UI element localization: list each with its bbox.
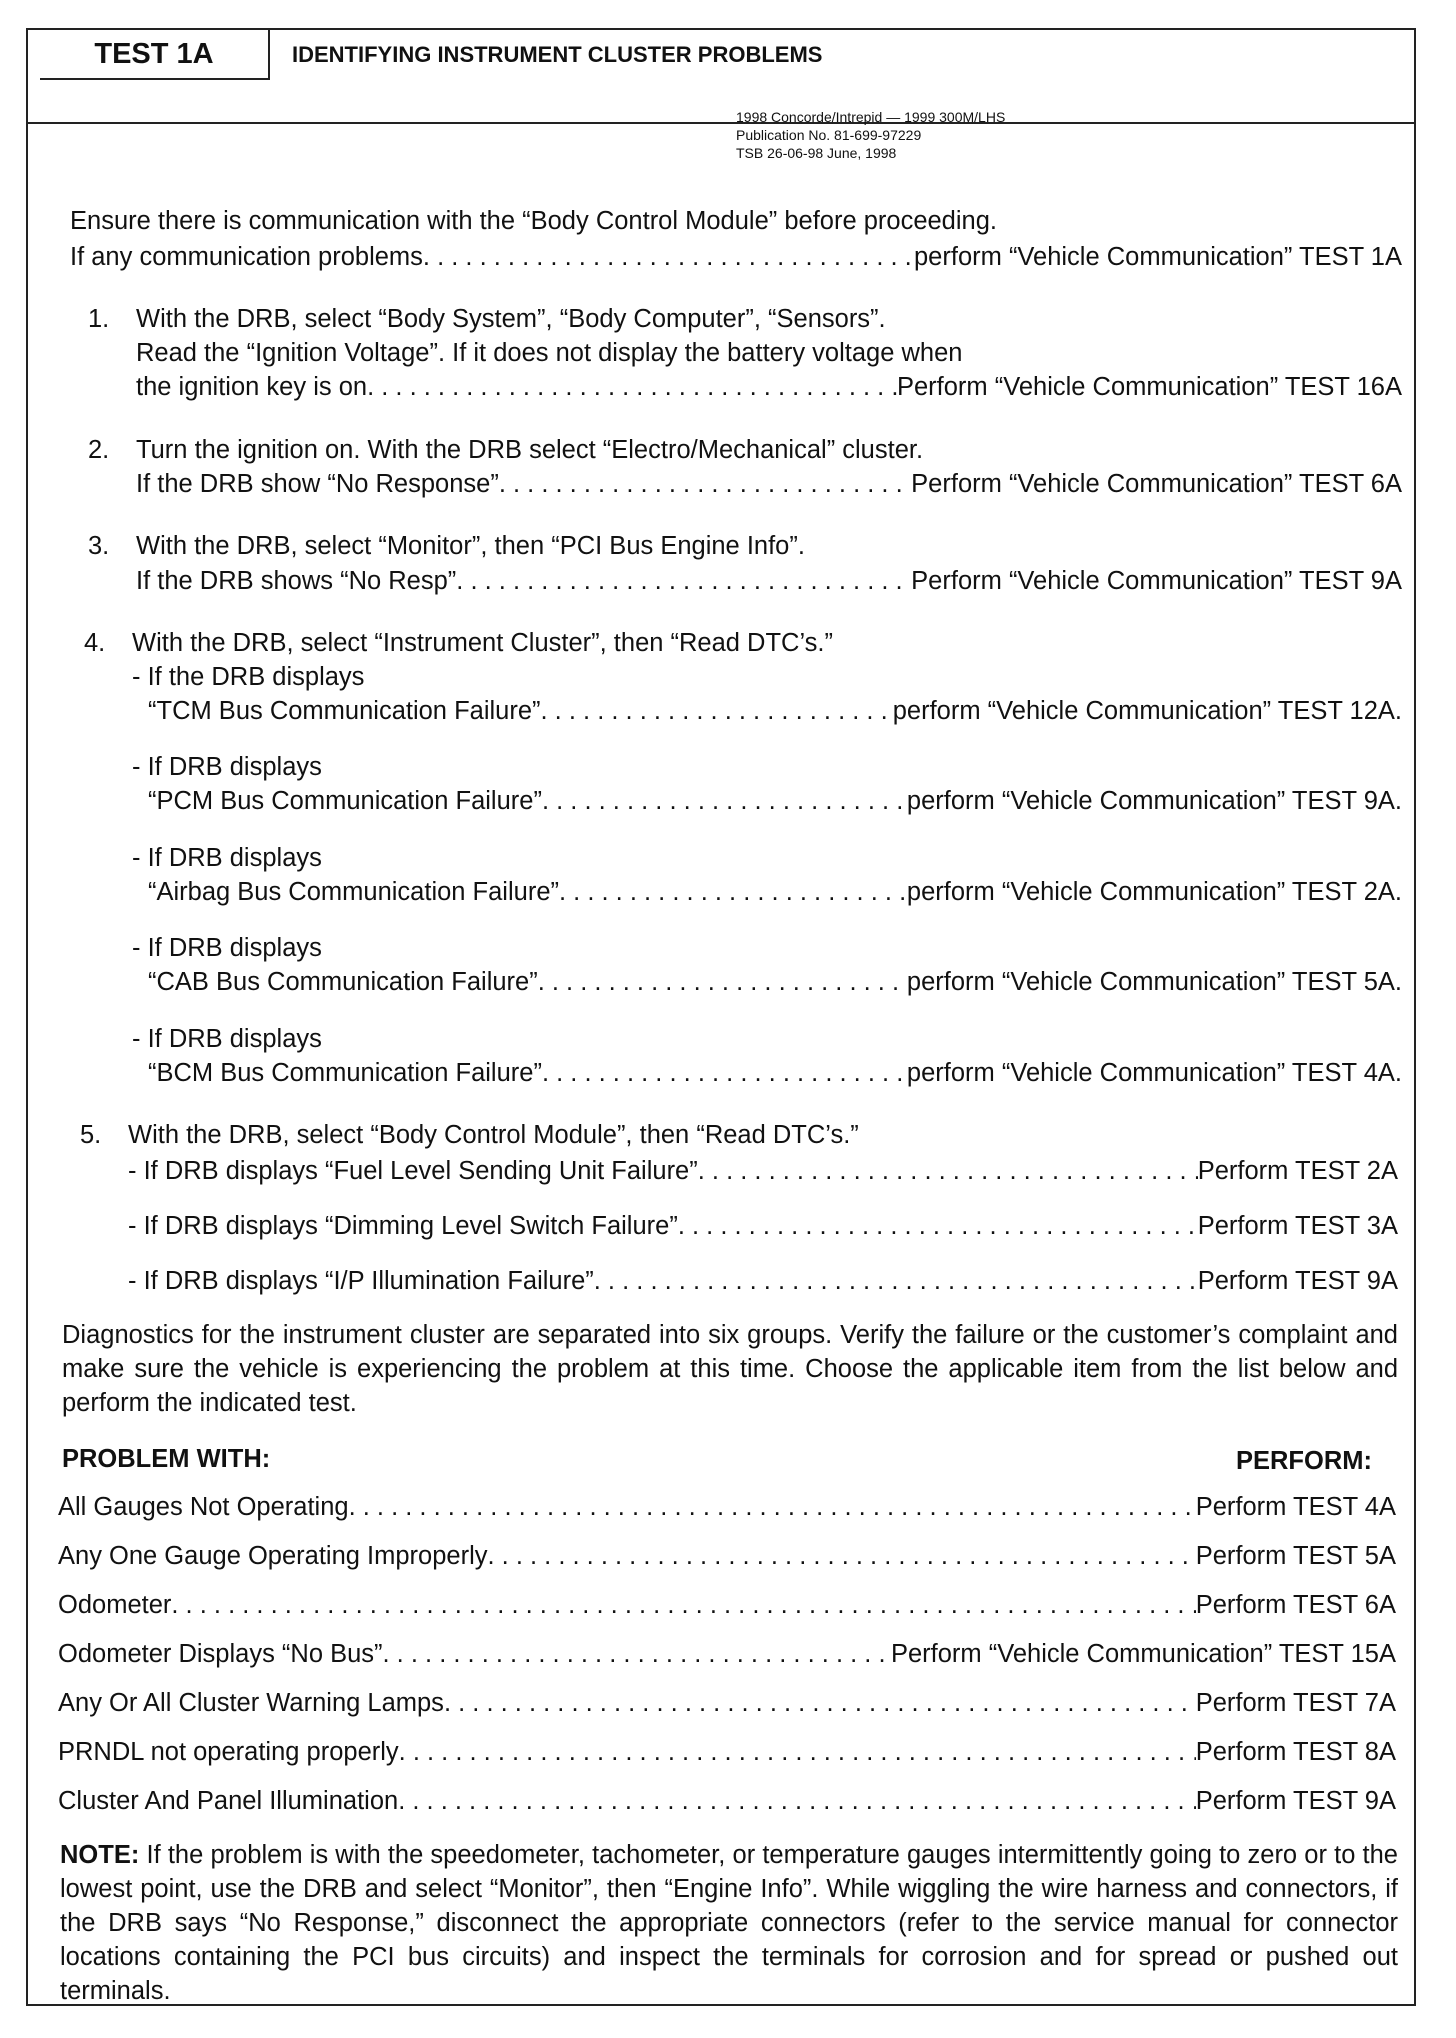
row-label: “PCM Bus Communication Failure” [148,787,542,815]
row-action: Perform TEST 2A [1197,1157,1398,1185]
sub-row [148,967,1402,997]
row-action: Perform TEST 9A [1197,1267,1398,1295]
publication-info [736,108,1005,162]
problem-label: PRNDL not operating properly [58,1738,399,1766]
step-number: 5. [80,1121,102,1149]
step-text: Turn the ignition on. With the DRB select “Electro/Mechanical” cluster. [136,436,924,464]
diagnostics-paragraph: Diagnostics for the instrument cluster are separated into six groups. Verify the failure or the customer’s complaint and make sure the vehicle is experiencing the problem at this time. Choose the applicable item from the list below and perform the indicated test. [62,1321,1398,1417]
step-row [136,372,1402,402]
intro-row [70,242,1402,272]
row-label: If the DRB show “No Response” [136,470,499,498]
table-row [58,1688,1396,1718]
problem-label: All Gauges Not Operating [58,1493,349,1521]
step-number: 4. [84,629,106,657]
sub-row [128,1266,1398,1296]
step-row [136,566,1402,596]
perform-action: Perform TEST 5A [1195,1542,1396,1570]
test-label: TEST 1A [40,30,270,80]
sub-row [128,1211,1398,1241]
row-label: - If DRB displays “Fuel Level Sending Unit Failure” [128,1157,698,1185]
step-number: 2. [88,436,110,464]
row-action: perform “Vehicle Communication” TEST 4A. [906,1059,1402,1087]
row-action: perform “Vehicle Communication” TEST 2A. [906,878,1402,906]
row-label: If any communication problems [70,243,423,271]
table-row [58,1541,1396,1571]
table-row [58,1737,1396,1767]
publication-number: Publication No. 81-699-97229 [736,127,922,143]
column-header-perform: PERFORM: [1236,1447,1372,1475]
step-text: With the DRB, select “Body Control Module”, then “Read DTC’s.” [128,1121,859,1149]
table-row [58,1590,1396,1620]
perform-action: Perform TEST 6A [1195,1591,1396,1619]
problem-label: Odometer Displays “No Bus” [58,1640,383,1668]
row-action: perform “Vehicle Communication” TEST 9A. [906,787,1402,815]
perform-action: Perform TEST 7A [1195,1689,1396,1717]
step-row [136,469,1402,499]
step-text: With the DRB, select “Monitor”, then “PCI Bus Engine Info”. [136,532,805,560]
table-row [58,1492,1396,1522]
row-action: perform “Vehicle Communication” TEST 12A. [892,697,1402,725]
row-label: “BCM Bus Communication Failure” [148,1059,542,1087]
row-action: Perform “Vehicle Communication” TEST 9A [911,567,1402,595]
sub-condition: - If DRB displays [132,1025,322,1053]
publication-tsb: TSB 26-06-98 June, 1998 [736,145,897,161]
perform-action: Perform TEST 4A [1195,1493,1396,1521]
row-label: “Airbag Bus Communication Failure” [148,878,559,906]
row-action: Perform “Vehicle Communication” TEST 6A [911,470,1402,498]
sub-condition: - If DRB displays [132,753,322,781]
row-action: perform “Vehicle Communication” TEST 1A [914,243,1402,271]
table-row [58,1786,1396,1816]
row-action: Perform “Vehicle Communication” TEST 16A [896,373,1402,401]
step-number: 1. [88,305,110,333]
problem-label: Odometer [58,1591,172,1619]
note-paragraph [60,1838,1398,2008]
perform-action: Perform TEST 9A [1195,1787,1396,1815]
intro-line: Ensure there is communication with the “Body Control Module” before proceeding. [70,207,997,235]
row-label: - If DRB displays “Dimming Level Switch Failure” [128,1212,678,1240]
note-text: If the problem is with the speedometer, tachometer, or temperature gauges intermittently going to zero or to the lowest point, use the DRB and select “Monitor”, then “Engine Info”. While wiggling the wire harness and connectors, if the DRB says “No Response,” disconnect the appropriate connectors (refer to the service manual for connector locations containing the PCI bus circuits) and inspect the terminals for corrosion and for spread or pushed out terminals. [60,1841,1398,2005]
row-action: Perform TEST 3A [1197,1212,1398,1240]
step-text: Read the “Ignition Voltage”. If it does not display the battery voltage when [136,339,963,367]
problem-label: Cluster And Panel Illumination [58,1787,399,1815]
sub-row [148,1058,1402,1088]
row-action: perform “Vehicle Communication” TEST 5A. [906,968,1402,996]
problem-label: Any Or All Cluster Warning Lamps [58,1689,444,1717]
header-bar [28,30,1414,124]
perform-action: Perform TEST 8A [1195,1738,1396,1766]
page-title: IDENTIFYING INSTRUMENT CLUSTER PROBLEMS [292,42,823,67]
row-label: - If DRB displays “I/P Illumination Failure” [128,1267,594,1295]
note-label: NOTE: [60,1841,140,1869]
step-number: 3. [88,532,110,560]
row-label: “TCM Bus Communication Failure” [148,697,541,725]
sub-condition: - If DRB displays [132,844,322,872]
problem-label: Any One Gauge Operating Improperly [58,1542,488,1570]
step-text: With the DRB, select “Body System”, “Body Computer”, “Sensors”. [136,305,886,333]
perform-action: Perform “Vehicle Communication” TEST 15A [890,1640,1396,1668]
step-text: With the DRB, select “Instrument Cluster”, then “Read DTC’s.” [132,629,833,657]
publication-vehicles: 1998 Concorde/Intrepid — 1999 300M/LHS [736,109,1006,125]
sub-condition: - If the DRB displays [132,663,365,691]
row-label: the ignition key is on [136,373,368,401]
row-label: “CAB Bus Communication Failure” [148,968,538,996]
sub-condition: - If DRB displays [132,934,322,962]
sub-row [148,877,1402,907]
column-header-problem: PROBLEM WITH: [62,1445,271,1473]
row-label: If the DRB shows “No Resp” [136,567,457,595]
table-row [58,1639,1396,1669]
sub-row [148,786,1402,816]
sub-row [148,696,1402,726]
sub-row [128,1156,1398,1186]
